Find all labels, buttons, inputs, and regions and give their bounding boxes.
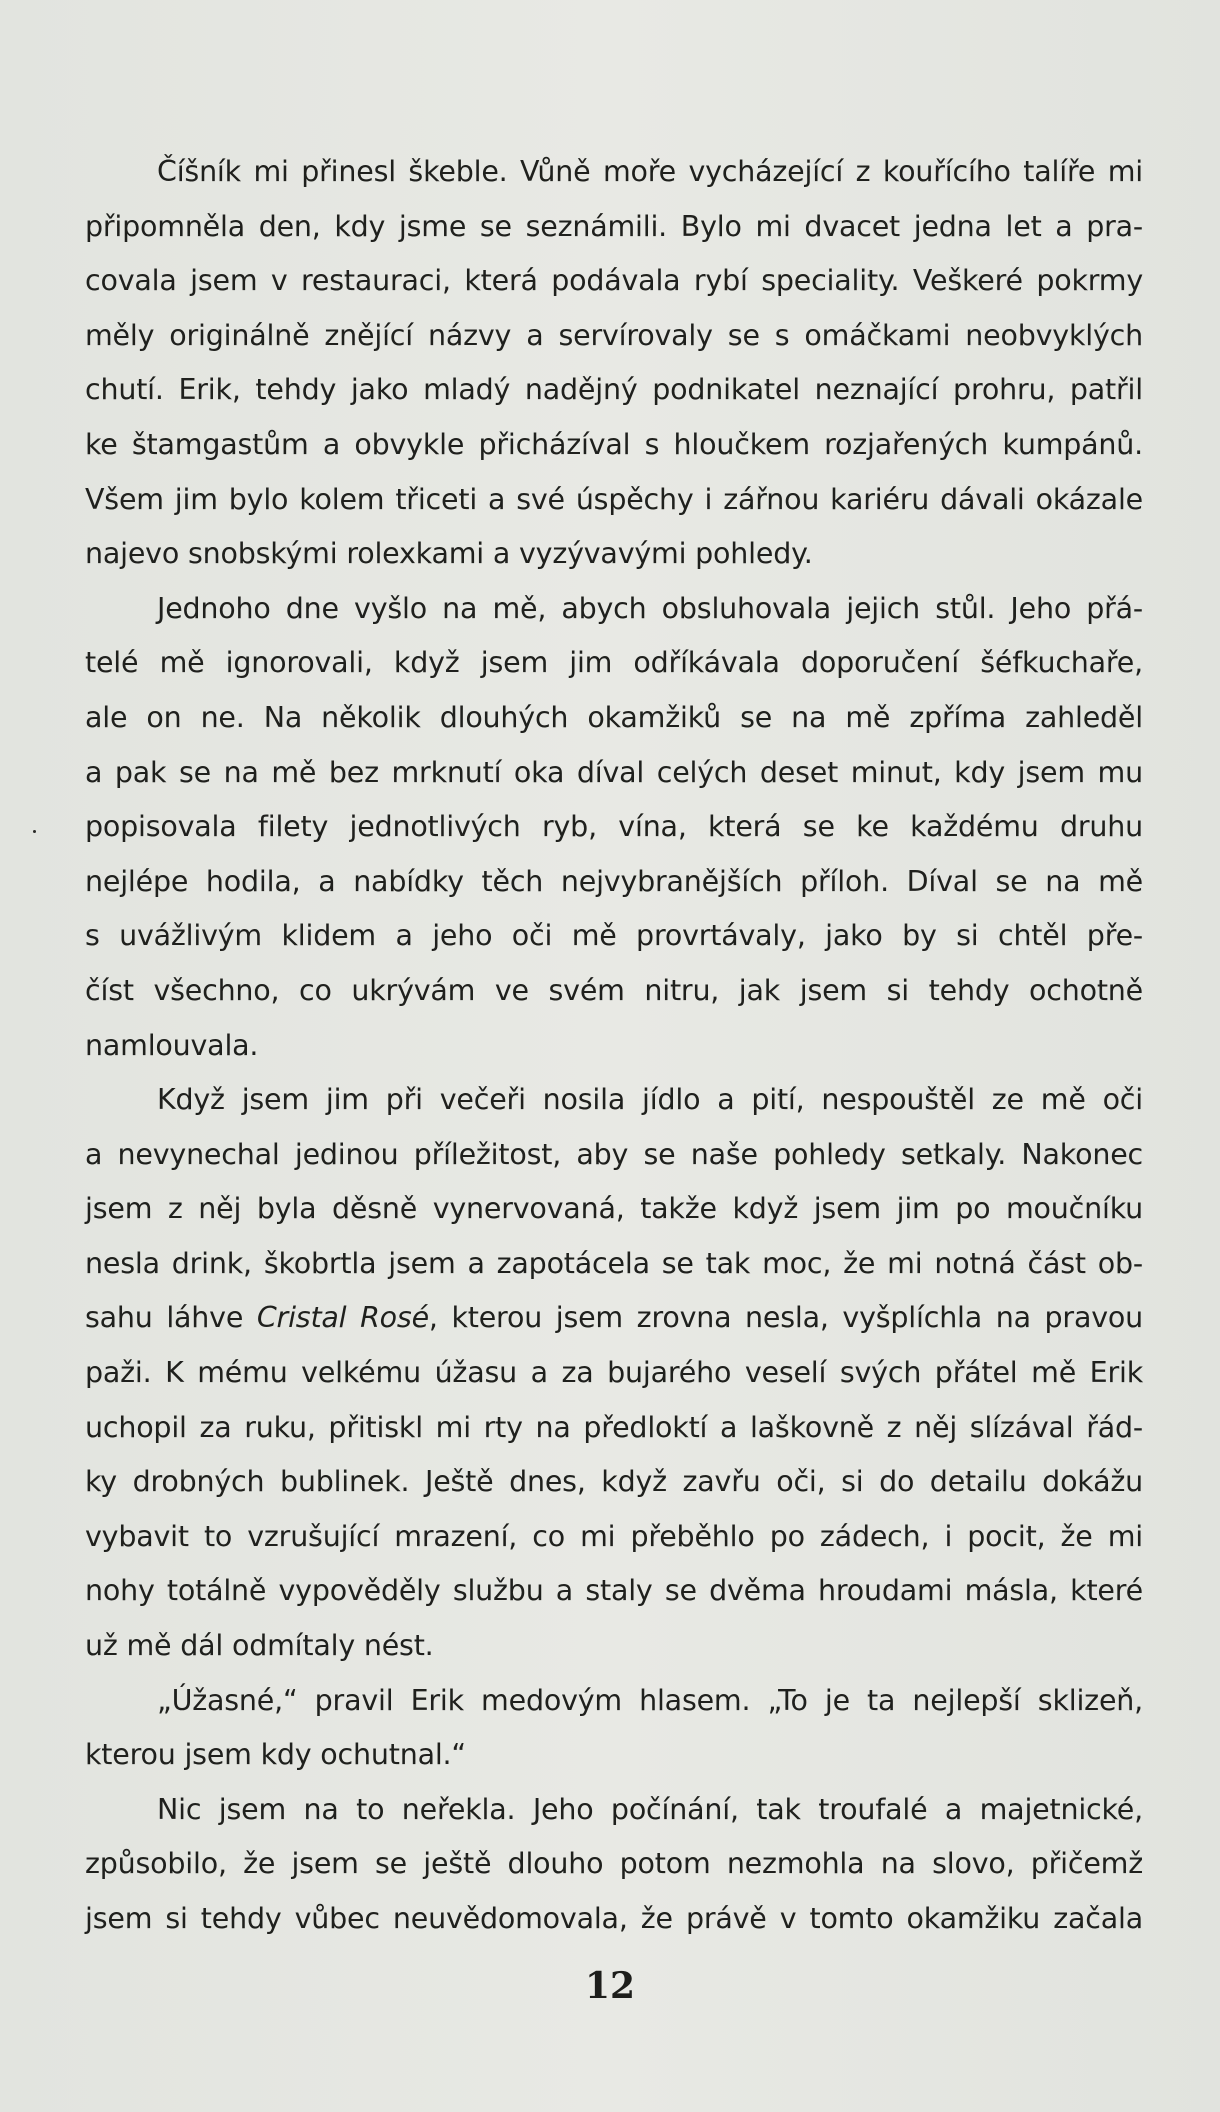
text-line: telé mě ignorovali, když jsem jim odříkávala doporučení šéfkuchaře, bbox=[85, 646, 1143, 680]
italic-title: Cristal Rosé bbox=[256, 1301, 429, 1335]
text-line: měly originálně znějící názvy a servírovaly se s omáčkami neobvyklých bbox=[85, 318, 1143, 352]
text-line: jsem si tehdy vůbec neuvědomovala, že právě v tomto okamžiku začala bbox=[85, 1902, 1143, 1935]
paragraph-4 bbox=[85, 1674, 1143, 1783]
text-line: Číšník mi přinesl škeble. Vůně moře vycházející z kouřícího talíře mi bbox=[157, 155, 1143, 188]
page-number: 12 bbox=[584, 1965, 636, 2007]
text-line: nejlépe hodila, a nabídky těch nejvybranějších příloh. Díval se na mě bbox=[85, 864, 1143, 898]
text-line: způsobilo, že jsem se ještě dlouho potom nezmohla na slovo, přičemž bbox=[85, 1847, 1143, 1881]
text-line: ale on ne. Na několik dlouhých okamžiků se na mě zpříma zahleděl bbox=[85, 700, 1143, 734]
paragraph-1 bbox=[85, 145, 1143, 582]
paragraph-5 bbox=[85, 1783, 1143, 1947]
text-line: chutí. Erik, tehdy jako mladý nadějný podnikatel neznající prohru, patřil bbox=[85, 373, 1143, 407]
paragraph-3 bbox=[85, 1073, 1143, 1674]
paragraph-2 bbox=[85, 582, 1143, 1073]
text-line: s uvážlivým klidem a jeho oči mě provrtávaly, jako by si chtěl pře- bbox=[85, 919, 1143, 953]
text-line: uchopil za ruku, přitiskl mi rty na předloktí a laškovně z něj slízával řád- bbox=[85, 1410, 1143, 1444]
text-fragment: sahu láhve bbox=[85, 1301, 257, 1335]
text-line: Když jsem jim při večeři nosila jídlo a pití, nespouštěl ze mě oči bbox=[157, 1083, 1143, 1117]
text-fragment: , kterou jsem zrovna nesla, vyšplíchla na pravou bbox=[428, 1301, 1143, 1335]
text-line: namlouvala. bbox=[85, 1028, 259, 1062]
text-line: Všem jim bylo kolem třiceti a své úspěchy i zářnou kariéru dávali okázale bbox=[85, 482, 1143, 516]
text-line: a pak se na mě bez mrknutí oka díval celých deset minut, kdy jsem mu bbox=[85, 755, 1143, 789]
text-line: paži. K mému velkému úžasu a za bujarého veselí svých přátel mě Erik bbox=[85, 1356, 1143, 1390]
text-line: ke štamgastům a obvykle přicházíval s hloučkem rozjařených kumpánů. bbox=[85, 427, 1143, 461]
text-line: popisovala filety jednotlivých ryb, vína, která se ke každému druhu bbox=[85, 810, 1143, 844]
text-line: nohy totálně vypověděly službu a staly se dvěma hroudami másla, které bbox=[85, 1574, 1143, 1608]
text-line: najevo snobskými rolexkami a vyzývavými pohledy. bbox=[85, 537, 813, 571]
text-line: jsem z něj byla děsně vynervovaná, takže když jsem jim po moučníku bbox=[85, 1192, 1143, 1226]
text-line: a nevynechal jedinou příležitost, aby se naše pohledy setkaly. Nakonec bbox=[85, 1137, 1143, 1171]
text-line: „Úžasné,“ pravil Erik medovým hlasem. „To je ta nejlepší sklizeň, bbox=[157, 1683, 1143, 1717]
text-line-with-italic bbox=[85, 1291, 1143, 1346]
text-line: už mě dál odmítaly nést. bbox=[85, 1629, 434, 1663]
text-line: číst všechno, co ukrývám ve svém nitru, jak jsem si tehdy ochotně bbox=[85, 973, 1143, 1007]
body-text bbox=[85, 145, 1143, 1947]
text-line: Jednoho dne vyšlo na mě, abych obsluhovala jejich stůl. Jeho přá- bbox=[157, 591, 1143, 625]
text-line: Nic jsem na to neřekla. Jeho počínání, tak troufalé a majetnické, bbox=[157, 1792, 1143, 1826]
print-speck bbox=[33, 830, 36, 833]
text-line: ky drobných bublinek. Ještě dnes, když zavřu oči, si do detailu dokážu bbox=[85, 1465, 1143, 1499]
text-line: kterou jsem kdy ochutnal.“ bbox=[85, 1738, 466, 1772]
text-line: nesla drink, škobrtla jsem a zapotácela se tak moc, že mi notná část ob- bbox=[85, 1246, 1143, 1280]
text-line: vybavit to vzrušující mrazení, co mi přeběhlo po zádech, i pocit, že mi bbox=[85, 1519, 1143, 1553]
text-line: covala jsem v restauraci, která podávala rybí speciality. Veškeré pokrmy bbox=[85, 264, 1143, 298]
text-line: připomněla den, kdy jsme se seznámili. Bylo mi dvacet jedna let a pra- bbox=[85, 209, 1143, 243]
